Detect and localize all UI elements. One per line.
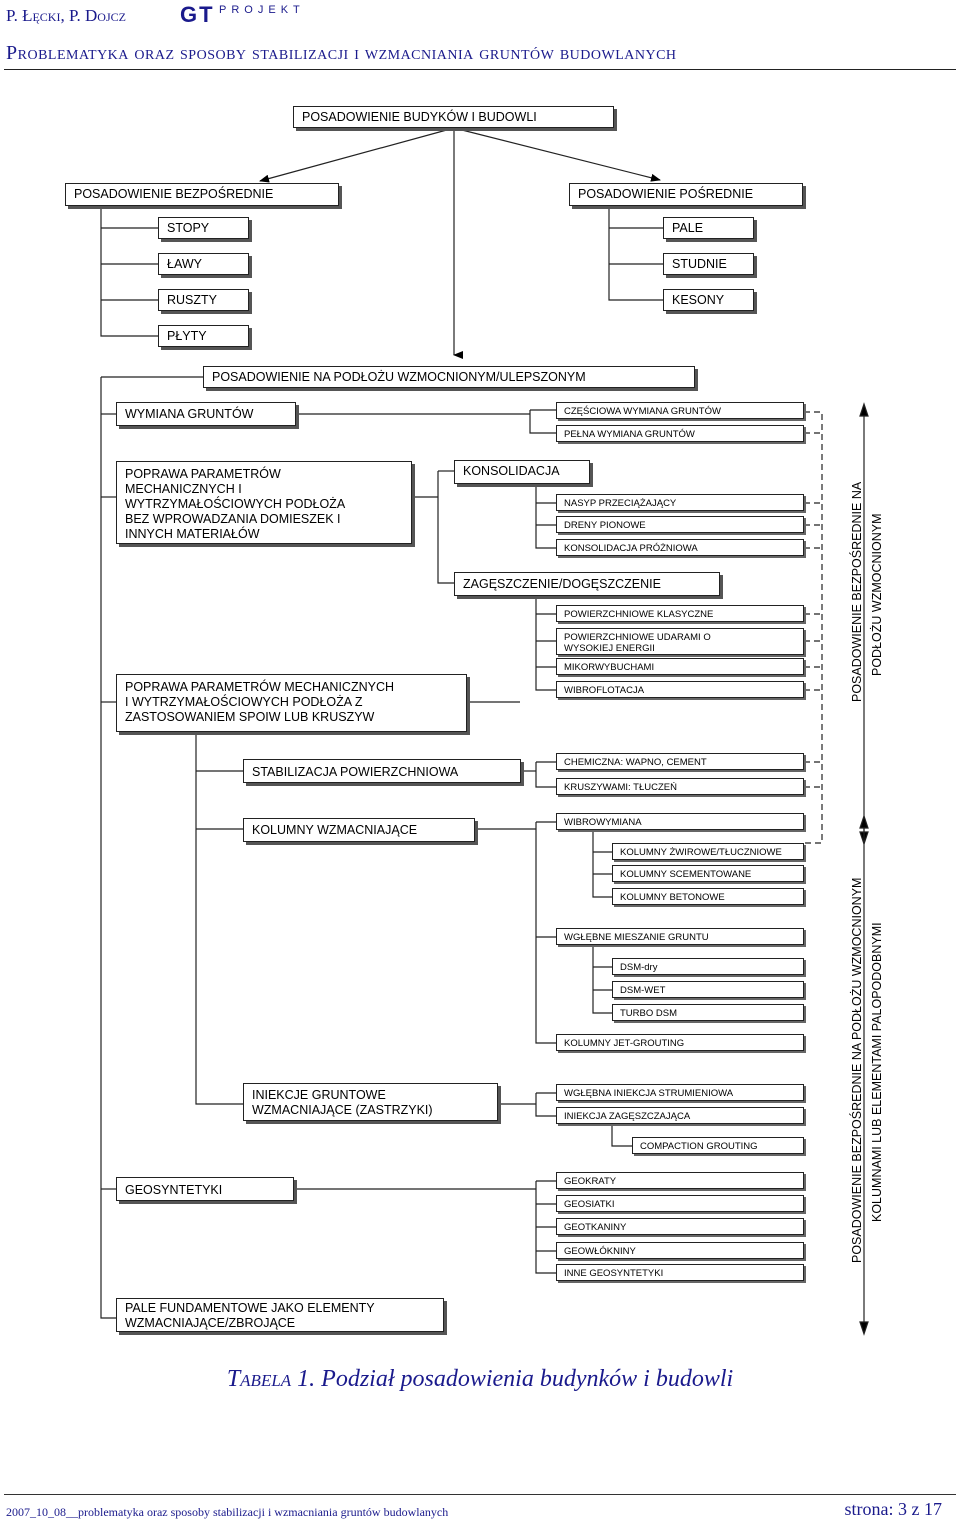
- improved-subsoil-node: POSADOWIENIE NA PODŁOŻU WZMOCNIONYM/ULEPSZONYM: [203, 366, 695, 388]
- consolidation-item: DRENY PIONOWE: [556, 516, 804, 533]
- direct-item: ŁAWY: [158, 253, 249, 275]
- direct-foundation-node: POSADOWIENIE BEZPOŚREDNIE: [65, 183, 339, 206]
- improvement-no-admixture-node: POPRAWA PARAMETRÓW MECHANICZNYCH I WYTRZYMAŁOŚCIOWYCH PODŁOŻA BEZ WPROWADZANIA DOMIESZEK I INNYCH MATERIAŁÓW: [116, 461, 412, 544]
- page-value: 3 z 17: [898, 1499, 942, 1519]
- vibro-item: KOLUMNY SCEMENTOWANE: [612, 865, 804, 882]
- vibro-replacement-node: WIBROWYMIANA: [556, 813, 804, 830]
- footer-filename: 2007_10_08__problematyka oraz sposoby stabilizacji i wzmacniania gruntów budowlanych: [6, 1505, 449, 1519]
- direct-item: PŁYTY: [158, 325, 249, 347]
- side-label-group1-line2: PODŁOŻU WZMOCNIONYM: [870, 513, 884, 676]
- root-node: POSADOWIENIE BUDYKÓW I BUDOWLI: [293, 106, 614, 128]
- logo-main: GT: [180, 2, 215, 27]
- page-label: strona:: [844, 1499, 894, 1519]
- soil-replacement-node: WYMIANA GRUNTÓW: [116, 402, 296, 426]
- compaction-item: POWIERZCHNIOWE KLASYCZNE: [556, 605, 804, 622]
- geosynthetics-item: GEOTKANINY: [556, 1218, 804, 1235]
- consolidation-item: NASYP PRZECIĄŻAJĄCY: [556, 494, 804, 511]
- caption-label: Tabela 1.: [226, 1366, 316, 1392]
- direct-item: STOPY: [158, 217, 249, 239]
- indirect-item: PALE: [663, 217, 754, 239]
- compaction-item: POWIERZCHNIOWE UDARAMI O WYSOKIEJ ENERGII: [556, 628, 804, 655]
- table-caption: [0, 1366, 960, 1393]
- consolidation-item: KONSOLIDACJA PRÓŻNIOWA: [556, 539, 804, 556]
- surface-stab-item: KRUSZYWAMI: TŁUCZEŃ: [556, 778, 804, 795]
- improvement-with-binders-node: POPRAWA PARAMETRÓW MECHANICZNYCH I WYTRZYMAŁOŚCIOWYCH PODŁOŻA Z ZASTOSOWANIEM SPOIW LUB KRUSZYW: [116, 674, 467, 732]
- footer-rule: [4, 1494, 956, 1495]
- geosynthetics-item: GEOSIATKI: [556, 1195, 804, 1212]
- vibro-item: KOLUMNY BETONOWE: [612, 888, 804, 905]
- compaction-item: WIBROFLOTACJA: [556, 681, 804, 698]
- reinforcing-columns-node: KOLUMNY WZMACNIAJĄCE: [243, 818, 475, 842]
- page-number: [845, 1499, 943, 1520]
- surface-stab-item: CHEMICZNA: WAPNO, CEMENT: [556, 753, 804, 770]
- direct-item: RUSZTY: [158, 289, 249, 311]
- indirect-item: STUDNIE: [663, 253, 754, 275]
- geosynthetics-item: INNE GEOSYNTETYKI: [556, 1264, 804, 1281]
- logo-sub: PROJEKT: [219, 4, 305, 16]
- surface-stabilization-node: STABILIZACJA POWIERZCHNIOWA: [243, 759, 521, 783]
- document-title: Problematyka oraz sposoby stabilizacji i wzmacniania gruntów budowlanych: [6, 42, 677, 64]
- geosynthetics-node: GEOSYNTETYKI: [116, 1177, 294, 1201]
- ground-injection-node: INIEKCJE GRUNTOWE WZMACNIAJĄCE (ZASTRZYKI): [243, 1083, 498, 1121]
- side-label-group1-line1: POSADOWIENIE BEZPOŚREDNIE NA: [850, 481, 864, 702]
- foundation-piles-node: PALE FUNDAMENTOWE JAKO ELEMENTY WZMACNIAJĄCE/ZBROJĄCE: [116, 1298, 444, 1332]
- replacement-item: PEŁNA WYMIANA GRUNTÓW: [556, 425, 804, 442]
- caption-text: Podział posadowienia budynków i budowli: [321, 1366, 734, 1392]
- injection-item: WGŁĘBNA INIEKCJA STRUMIENIOWA: [556, 1084, 804, 1101]
- indirect-foundation-node: POSADOWIENIE POŚREDNIE: [569, 183, 803, 206]
- geosynthetics-item: GEOWŁÓKNINY: [556, 1242, 804, 1259]
- deep-mixing-node: WGŁĘBNE MIESZANIE GRUNTU: [556, 928, 804, 945]
- dsm-item: DSM-dry: [612, 958, 804, 975]
- replacement-item: CZĘŚCIOWA WYMIANA GRUNTÓW: [556, 402, 804, 419]
- compaction-item: MIKORWYBUCHAMI: [556, 658, 804, 675]
- dsm-item: DSM-WET: [612, 981, 804, 998]
- compaction-grouting-node: COMPACTION GROUTING: [632, 1137, 804, 1154]
- consolidation-node: KONSOLIDACJA: [454, 460, 590, 484]
- jet-grouting-node: KOLUMNY JET-GROUTING: [556, 1034, 804, 1051]
- vibro-item: KOLUMNY ŻWIROWE/TŁUCZNIOWE: [612, 843, 804, 860]
- compaction-node: ZAGĘSZCZENIE/DOGĘSZCZENIE: [454, 572, 720, 596]
- geosynthetics-item: GEOKRATY: [556, 1172, 804, 1189]
- side-label-group2-line2: KOLUMNAMI LUB ELEMENTAMI PALOPODOBNYMI: [870, 922, 884, 1222]
- authors: P. Łęcki, P. Dojcz: [6, 6, 126, 25]
- side-label-group2-line1: POSADOWIENIE BEZPOŚREDNIE NA PODŁOŻU WZMOCNIONYM: [850, 877, 864, 1263]
- dsm-item: TURBO DSM: [612, 1004, 804, 1021]
- indirect-item: KESONY: [663, 289, 754, 311]
- injection-item: INIEKCJA ZAGĘSZCZAJĄCA: [556, 1107, 804, 1124]
